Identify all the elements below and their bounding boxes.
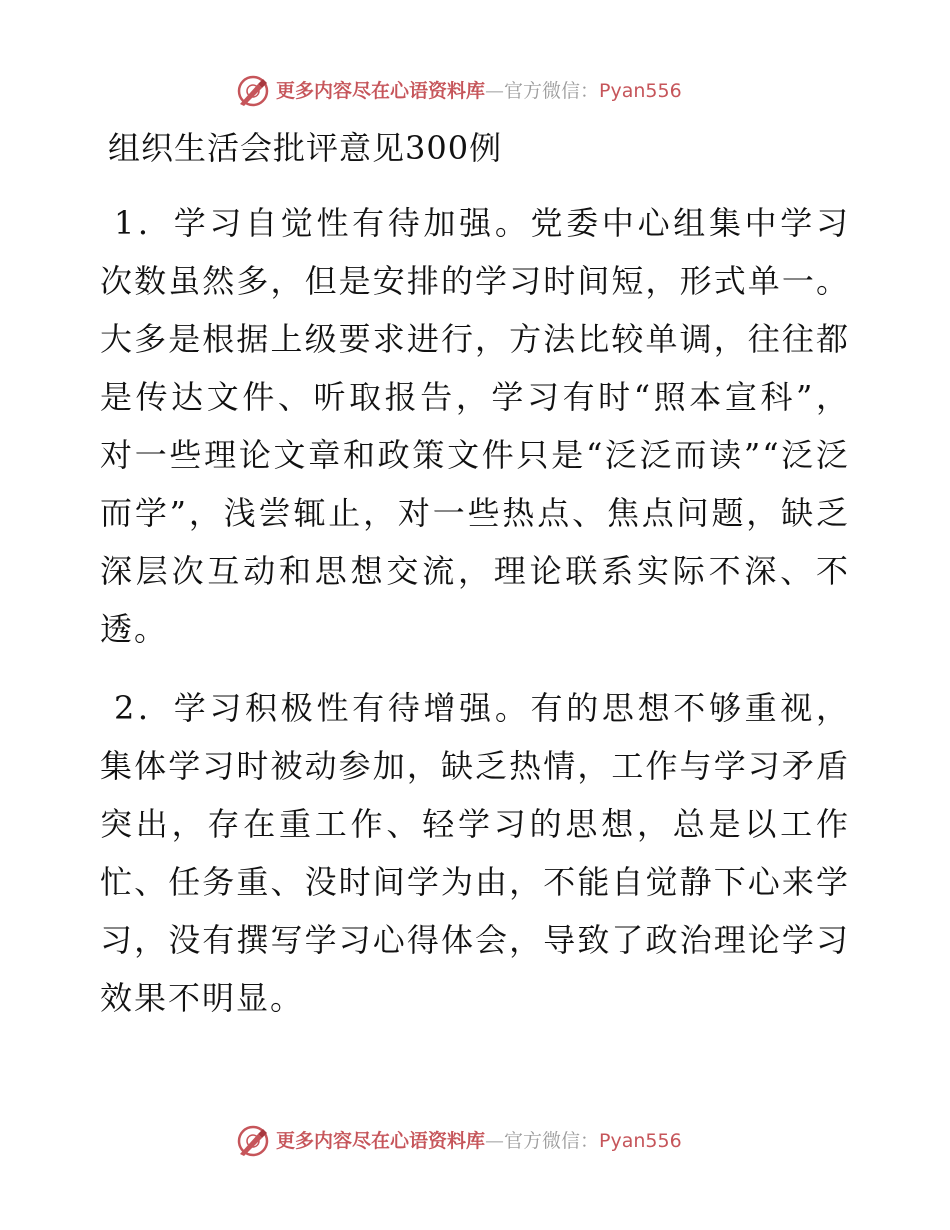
pen-logo-icon	[236, 1124, 270, 1158]
watermark-account: Pyan556	[599, 1130, 682, 1152]
document-title: 组织生活会批评意见300例	[108, 129, 503, 167]
watermark-main-text: 更多内容尽在心语资料库	[276, 80, 486, 102]
watermark-main-text: 更多内容尽在心语资料库	[276, 1130, 486, 1152]
watermark-account: Pyan556	[599, 80, 682, 102]
watermark-channel: 官方微信：	[504, 80, 600, 102]
paragraph-1: 1．学习自觉性有待加强。党委中心组集中学习次数虽然多，但是安排的学习时间短，形式单一。大多是根据上级要求进行，方法比较单调，往往都是传达文件、听取报告，学习有时“照本宣科”，对一些理论文章和政策文件只是“泛泛而读”“泛泛而学”，浅尝辄止，对一些热点、焦点问题，缺乏深层次互动和思想交流，理论联系实际不深、不透。	[100, 204, 850, 648]
watermark-separator: —	[485, 1130, 505, 1152]
pen-logo-icon	[236, 74, 270, 108]
header-watermark	[236, 74, 682, 108]
paragraph-2: 2．学习积极性有待增强。有的思想不够重视，集体学习时被动参加，缺乏热情，工作与学习矛盾突出，存在重工作、轻学习的思想，总是以工作忙、任务重、没时间学为由，不能自觉静下心来学习，没有撰写学习心得体会，导致了政治理论学习效果不明显。	[100, 689, 850, 1017]
watermark-separator: —	[485, 80, 505, 102]
footer-watermark	[236, 1124, 682, 1158]
watermark-channel: 官方微信：	[504, 1130, 600, 1152]
